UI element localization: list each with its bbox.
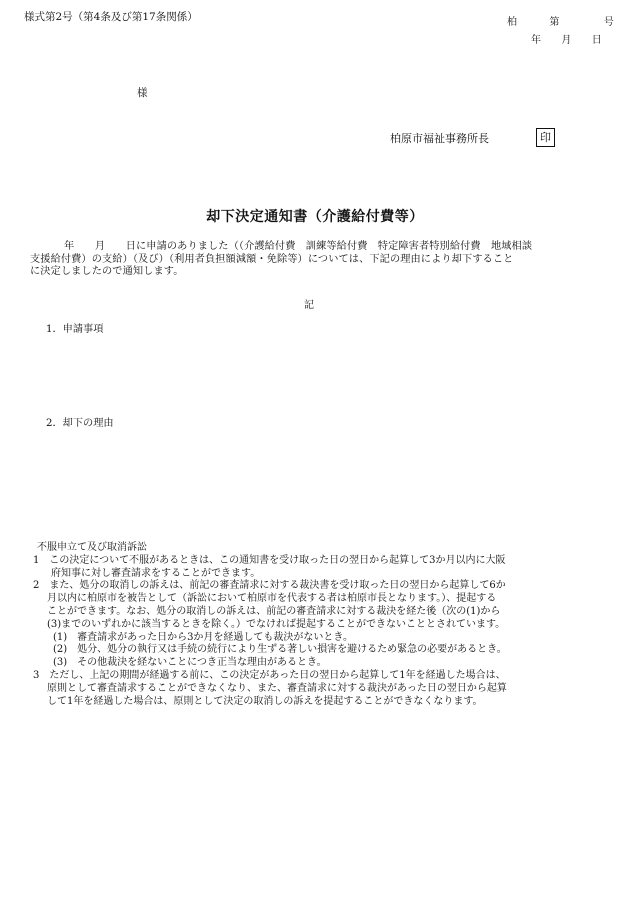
ref-dai: 第 (549, 17, 560, 28)
intro-paragraph (30, 241, 590, 279)
ref-go: 号 (603, 17, 614, 28)
notice-line: 月以内に柏原市を被告として（訴訟において柏原市を代表する者は柏原市長となります。）、提起する (47, 593, 497, 605)
notice-line: (2) 処分、処分の執行又は手続の続行により生ずる著しい損害を避けるため緊急の必要があるとき。 (53, 644, 507, 656)
issuer-name: 柏原市福祉事務所長 (390, 132, 489, 145)
notice-line: 2 また、処分の取消しの訴えは、前記の審査請求に対する裁決書を受け取った日の翌日から起算して6か (33, 580, 506, 592)
official-seal: 印 (536, 128, 555, 147)
notice-heading: 不服申立て及び取消訴訟 (37, 542, 147, 553)
appeal-notice (33, 542, 593, 708)
intro-line: に決定しましたので通知します。 (30, 266, 184, 278)
notice-line: ことができます。なお、処分の取消しの訴えは、前記の審査請求に対する裁決を経た後（次の(1)から (47, 605, 501, 617)
intro-line: 年 月 日に申請のありました（（介護給付費 訓練等給付費 特定障害者特別給付費 地域相談 (64, 241, 533, 252)
notice-line: 3 ただし、上記の期間が経過する前に、この決定があった日の翌日から起算して1年を経過した場合は、 (33, 669, 506, 681)
notice-line: (3) その他裁決を経ないことにつき正当な理由があるとき。 (53, 657, 327, 669)
date-day: 日 (591, 35, 602, 46)
notice-line: して1年を経過した場合は、原則として決定の取消しの訴えを提起することができなくなります。 (47, 695, 483, 707)
notice-line: 1 この決定について不服があるときは、この通知書を受け取った日の翌日から起算して3か月以内に大阪 (33, 554, 506, 566)
issue-date (531, 31, 602, 46)
reference-number (507, 13, 614, 28)
ki-marker: 記 (304, 300, 314, 311)
date-year: 年 (531, 35, 541, 46)
document-title: 却下決定通知書（介護給付費等） (206, 209, 424, 225)
notice-line: (1) 審査請求があった日から3か月を経過しても裁決がないとき。 (53, 631, 354, 643)
notice-line: (3)までのいずれかに該当するときを除く。）でなければ提起することができないこととされています。 (47, 618, 506, 630)
ref-prefix: 柏 (507, 17, 517, 28)
intro-line: 支援給付費）の支給）（及び）（利用者負担額減額・免除等）については、下記の理由により却下すること (30, 253, 514, 265)
date-month: 月 (561, 35, 572, 46)
notice-line: 原則として審査請求することができなくなり、また、審査請求に対する裁決があった日の翌日から起算 (47, 682, 507, 694)
form-number: 様式第2号（第4条及び第17条関係） (24, 11, 198, 23)
notice-line: 府知事に対し審査請求をすることができます。 (51, 567, 261, 579)
addressee-suffix: 様 (137, 87, 148, 99)
section-application-items: 1．申請事項 (46, 324, 104, 335)
section-rejection-reason: 2．却下の理由 (46, 418, 114, 429)
